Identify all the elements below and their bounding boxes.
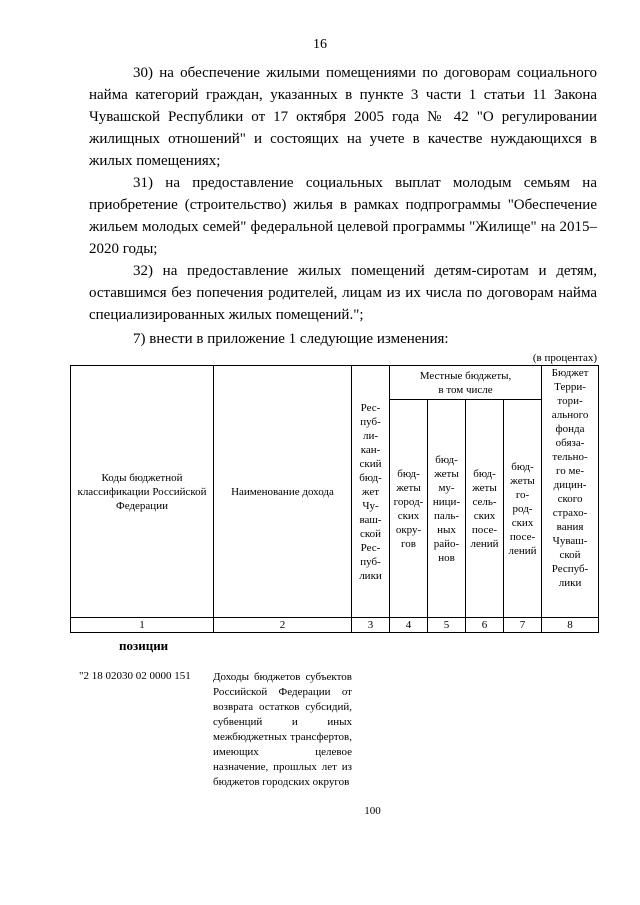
column-number: 8: [542, 618, 599, 633]
row-income-name: Доходы бюджетов субъектов Российской Федерации от возврата остатков субсидий, субвенций и иных межбюджетных трансфертов, имеющих целевое назначение, прошлых лет из бюджетов городских округов: [213, 671, 352, 788]
unit-note: (в процентах): [532, 352, 597, 364]
paragraph-7-instruction: 7) внести в приложение 1 следующие изменения:: [133, 331, 449, 347]
header-local-budgets: Местные бюджеты, в том числе: [390, 366, 542, 400]
header-municipal-districts: бюд- жеты му- ници- паль- ных райо- нов: [428, 400, 466, 618]
paragraph-32: 32) на предоставление жилых помещений детям-сиротам и детям, оставшимся без попечения родителей, лицам из их числа по договорам найма специализированных жилых помещений.";: [89, 263, 597, 323]
positions-label: позиции: [119, 638, 169, 653]
header-republic-budget: Рес- пуб- ли- кан- ский бюд- жет Чу- ваш- ской Рес- пуб- лики: [352, 366, 390, 618]
column-number: 1: [71, 618, 214, 633]
header-urban-settlements: бюд- жеты го- род- ских посе- лений: [504, 400, 542, 618]
column-number: 2: [214, 618, 352, 633]
row-republic-share: 100: [364, 805, 381, 817]
column-number: 6: [466, 618, 504, 633]
column-number: 4: [390, 618, 428, 633]
header-income-name: Наименование дохода: [214, 366, 352, 618]
budget-distribution-table: [70, 365, 599, 633]
header-urban-districts: бюд- жеты город- ских окру- гов: [390, 400, 428, 618]
header-rural-settlements: бюд- жеты сель- ских посе- лений: [466, 400, 504, 618]
column-number: 7: [504, 618, 542, 633]
header-codes: Коды бюджетной классификации Российской Федерации: [71, 366, 214, 618]
row-budget-code: "2 18 02030 02 0000 151: [79, 670, 191, 682]
paragraph-31: 31) на предоставление социальных выплат молодым семьям на приобретение (строительство) жилья в рамках подпрограммы "Обеспечение жильем молодых семей" федеральной целевой программы "Жилище" на 2015–2020 годы;: [89, 175, 597, 257]
paragraph-30: 30) на обеспечение жилыми помещениями по договорам социального найма категорий граждан, указанных в пункте 3 части 1 статьи 11 Закона Чувашской Республики от 17 октября 2005 года № 42 "О регулировании жилищных отношений" и состоящих на учете в качестве нуждающихся в жилых помещениях;: [89, 65, 597, 169]
column-number: 5: [428, 618, 466, 633]
page-number: 16: [313, 37, 327, 52]
column-number: 3: [352, 618, 390, 633]
header-territorial-fund: Бюджет Терри- тори- ального фонда обяза- тельно- го ме- дицин- ского страхо- вания Чуваш- ской Респуб- лики: [542, 366, 599, 618]
